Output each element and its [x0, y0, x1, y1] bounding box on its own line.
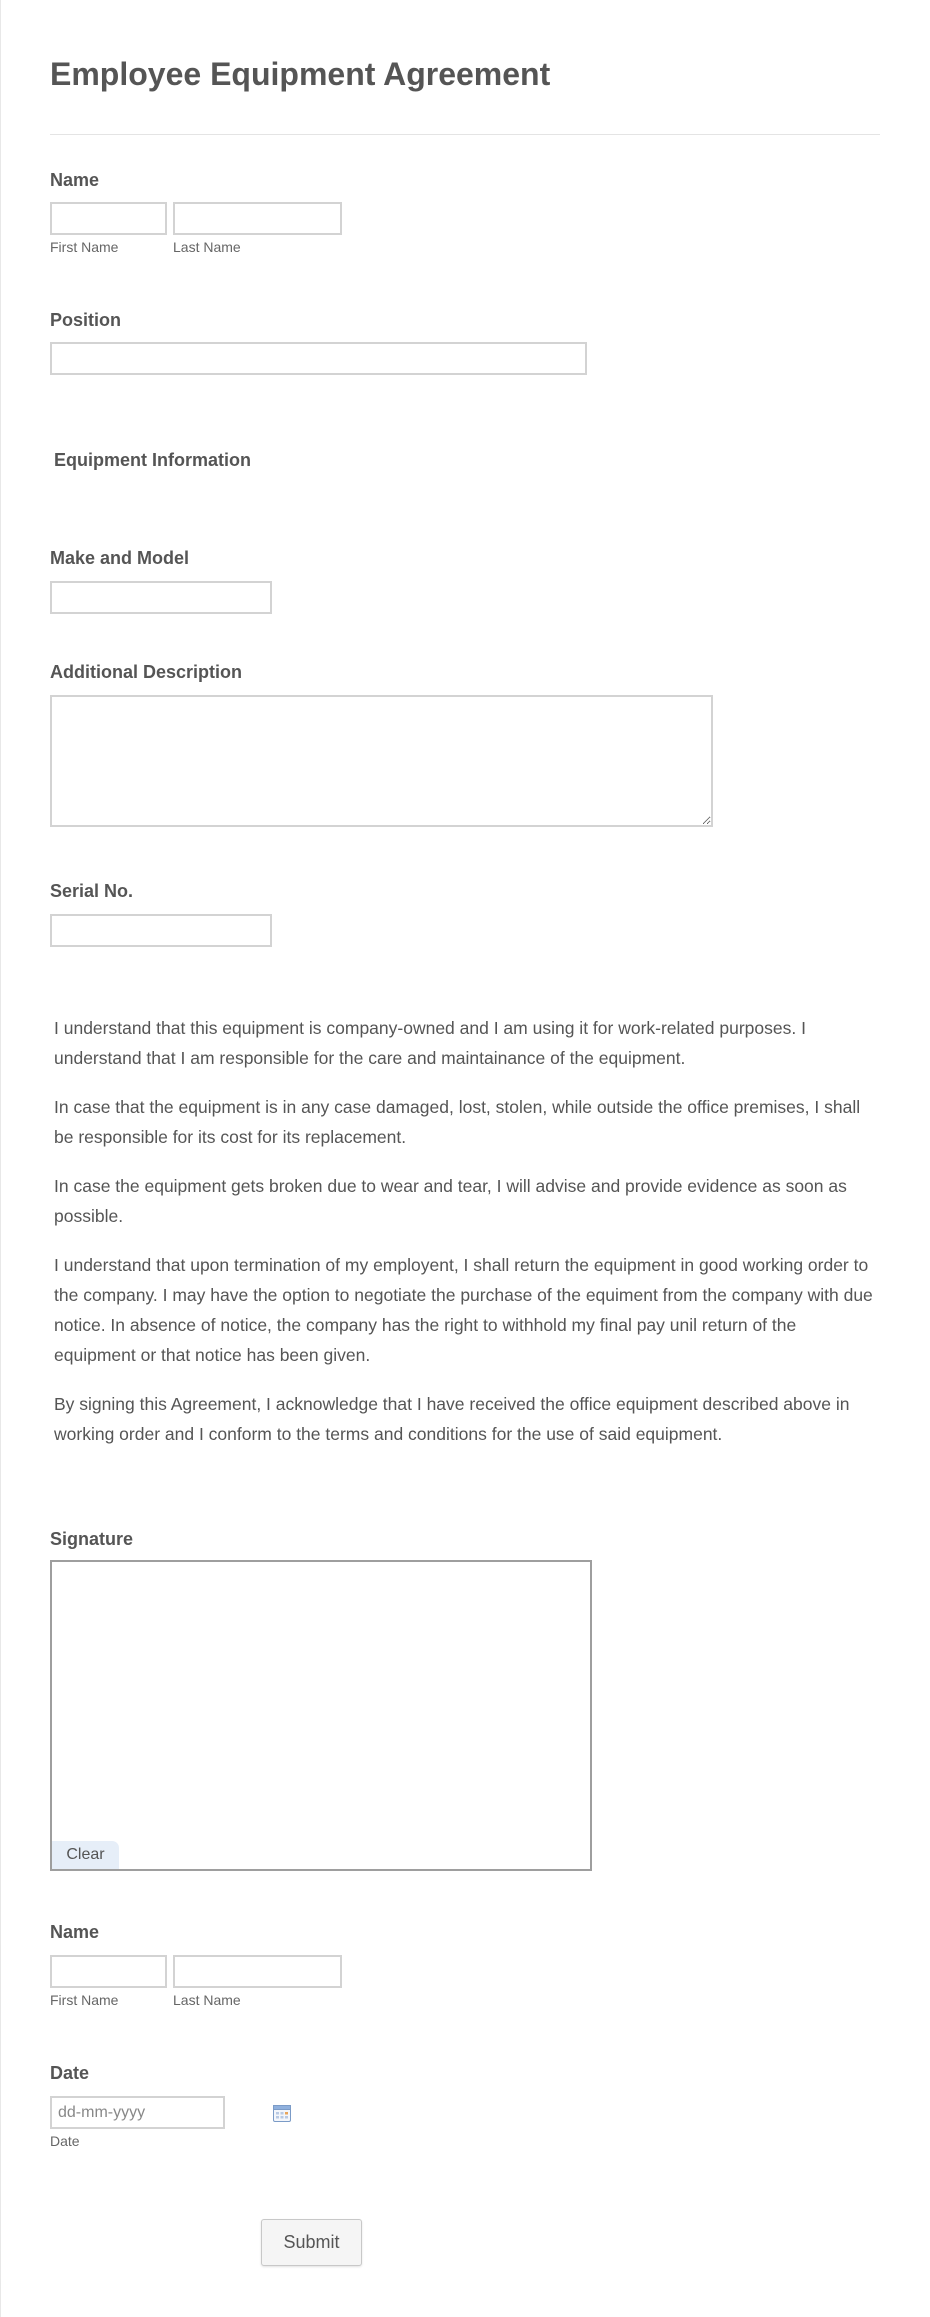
signature-label: Signature — [50, 1529, 134, 1549]
signature-pad[interactable] — [50, 1560, 592, 1871]
first-name-sublabel: First Name — [50, 239, 119, 255]
calendar-icon[interactable] — [273, 2104, 291, 2122]
last-name-input[interactable] — [173, 202, 342, 235]
name-label: Name — [50, 170, 100, 190]
clear-signature-button[interactable]: Clear — [52, 1841, 119, 1869]
terms-paragraph: I understand that upon termination of my employent, I shall return the equipment in good working order to the company. I may have the option to negotiate the purchase of the equiment from the company with due notice. In absence of notice, the company has the right to withhold my final pay unil return of the equipment or that notice has been given. — [54, 1255, 873, 1365]
terms-paragraph: By signing this Agreement, I acknowledge that I have received the office equipment described above in working order and I conform to the terms and conditions for the use of said equipment. — [54, 1394, 850, 1444]
last-name-input-2[interactable] — [173, 1955, 342, 1988]
terms-paragraph: In case the equipment gets broken due to wear and tear, I will advise and provide evidence as soon as possible. — [54, 1176, 847, 1226]
page-left-border — [0, 0, 1, 2317]
page-title: Employee Equipment Agreement — [50, 56, 551, 92]
position-input[interactable] — [50, 342, 587, 375]
first-name-input[interactable] — [50, 202, 167, 235]
additional-description-label: Additional Description — [50, 662, 243, 682]
additional-description-textarea[interactable] — [50, 695, 713, 827]
date-sublabel: Date — [50, 2133, 80, 2149]
date-label: Date — [50, 2063, 90, 2083]
position-label: Position — [50, 310, 121, 330]
make-model-input[interactable] — [50, 581, 272, 614]
submit-button[interactable]: Submit — [261, 2219, 362, 2266]
last-name-sublabel-2: Last Name — [173, 1992, 241, 2008]
equipment-section-header: Equipment Information — [54, 450, 251, 470]
serial-number-input[interactable] — [50, 914, 272, 947]
serial-number-label: Serial No. — [50, 881, 134, 901]
title-divider — [50, 134, 880, 135]
terms-paragraph: In case that the equipment is in any case damaged, lost, stolen, while outside the office premises, I shall be responsible for its cost for its replacement. — [54, 1097, 861, 1147]
terms-paragraph: I understand that this equipment is company-owned and I am using it for work-related purposes. I understand that I am responsible for the care and maintainance of the equipment. — [54, 1018, 806, 1068]
name-label-2: Name — [50, 1922, 100, 1942]
agreement-terms — [54, 1013, 879, 1468]
make-model-label: Make and Model — [50, 548, 190, 568]
first-name-input-2[interactable] — [50, 1955, 167, 1988]
first-name-sublabel-2: First Name — [50, 1992, 119, 2008]
last-name-sublabel: Last Name — [173, 239, 241, 255]
date-input[interactable] — [50, 2096, 225, 2129]
